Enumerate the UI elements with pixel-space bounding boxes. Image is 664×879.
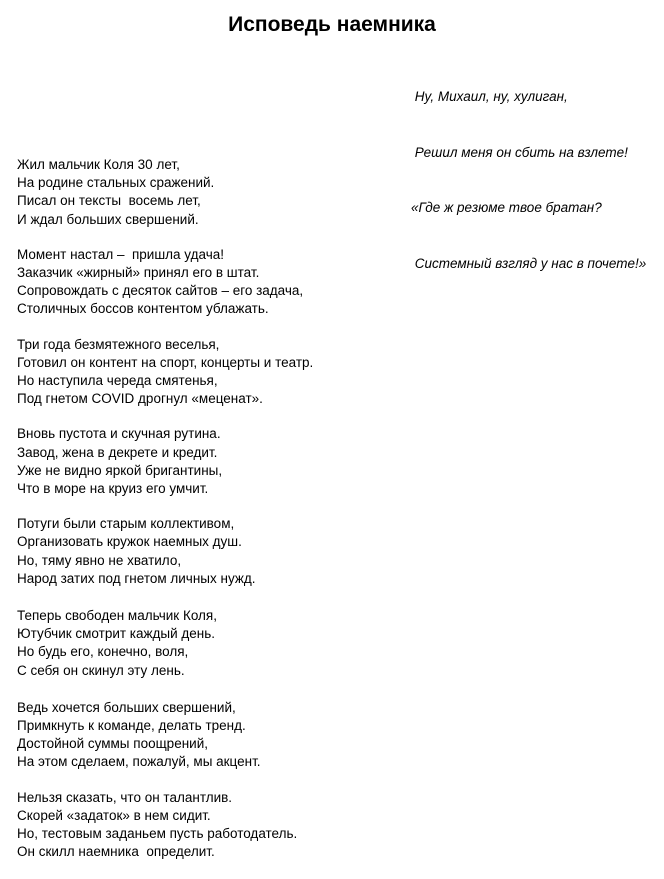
stanza bbox=[17, 699, 313, 772]
poem-line: Но, тяму явно не хватило, bbox=[17, 552, 182, 568]
poem-line: Момент настал – пришла удача! bbox=[17, 246, 224, 262]
poem-line: Ютубчик смотрит каждый день. bbox=[17, 626, 216, 642]
epigraph-line: «Где ж резюме твое братан? bbox=[411, 200, 602, 215]
epigraph-line: Системный взгляд у нас в почете!» bbox=[411, 255, 647, 271]
poem-line: Три года безмятежного веселья, bbox=[17, 336, 220, 352]
stanza bbox=[17, 156, 313, 229]
poem-line: Жил мальчик Коля 30 лет, bbox=[17, 157, 180, 172]
stanza bbox=[17, 515, 313, 588]
poem-line: Народ затих под гнетом личных нужд. bbox=[17, 570, 256, 586]
stanza bbox=[17, 789, 313, 862]
poem-line: Организовать кружок наемных душ. bbox=[17, 534, 242, 550]
poem-line: Готовил он контент на спорт, концерты и театр. bbox=[17, 354, 314, 370]
epigraph-line: Ну, Михаил, ну, хулиган, bbox=[411, 89, 568, 104]
stanza bbox=[17, 336, 313, 409]
poem-line: Но наступила череда смятенья, bbox=[17, 373, 218, 389]
poem-line: Теперь свободен мальчик Коля, bbox=[17, 608, 217, 624]
stanza bbox=[17, 607, 313, 680]
poem-line: С себя он скинул эту лень. bbox=[17, 662, 185, 678]
poem-line: Писал он тексты восемь лет, bbox=[17, 193, 201, 209]
poem-line: Под гнетом COVID дрогнул «меценат». bbox=[17, 391, 263, 407]
poem-line: Завод, жена в декрете и кредит. bbox=[17, 444, 218, 460]
poem-line: Нельзя сказать, что он талантлив. bbox=[17, 789, 233, 805]
poem-line: Заказчик «жирный» принял его в штат. bbox=[17, 265, 260, 281]
stanza bbox=[17, 246, 313, 319]
stanza bbox=[17, 425, 313, 498]
poem-line: На этом сделаем, пожалуй, мы акцент. bbox=[17, 754, 261, 770]
poem-line: Вновь пустота и скучная рутина. bbox=[17, 426, 221, 442]
poem-line: На родине стальных сражений. bbox=[17, 175, 215, 191]
poem-line: Скорей «задаток» в нем сидит. bbox=[17, 807, 211, 823]
poem-line: Уже не видно яркой бригантины, bbox=[17, 462, 223, 478]
poem-body bbox=[17, 156, 313, 879]
poem-line: Он скилл наемника определит. bbox=[17, 844, 215, 860]
poem-line: Сопровождать с десяток сайтов – его задача, bbox=[17, 283, 304, 299]
epigraph bbox=[411, 51, 646, 292]
poem-line: Ведь хочется больших свершений, bbox=[17, 699, 236, 715]
poem-line: Потуги были старым коллективом, bbox=[17, 516, 235, 532]
poem-line: Но будь его, конечно, воля, bbox=[17, 644, 189, 660]
poem-line: Достойной суммы поощрений, bbox=[17, 736, 208, 752]
poem-line: Но, тестовым заданьем пусть работодатель. bbox=[17, 826, 298, 842]
poem-line: Примкнуть к команде, делать тренд. bbox=[17, 718, 246, 734]
poem-line: И ждал больших свершений. bbox=[17, 211, 199, 227]
page-title: Исповедь наемника bbox=[228, 13, 436, 36]
poem-line: Что в море на круиз его умчит. bbox=[17, 481, 209, 497]
poem-line: Столичных боссов контентом ублажать. bbox=[17, 301, 269, 317]
epigraph-line: Решил меня он сбить на взлете! bbox=[411, 144, 628, 160]
